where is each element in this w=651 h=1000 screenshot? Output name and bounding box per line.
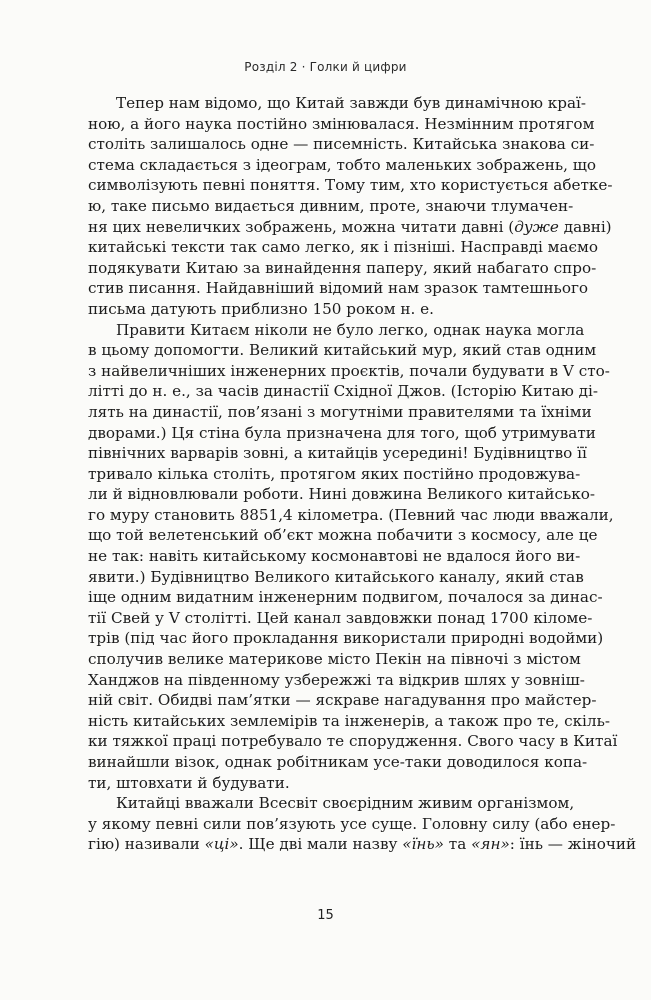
text-line: Правити Китаєм ніколи не було легко, однак наука могла xyxy=(116,320,585,339)
text-line: ю, таке письмо видається дивним, проте, знаючи тлумачен- xyxy=(88,196,574,215)
text-line: ли й відновлювали роботи. Нині довжина Великого китайсько- xyxy=(88,485,596,504)
text-segment: гію) називали xyxy=(88,835,205,854)
chapter-title: Голки й цифри xyxy=(309,60,407,74)
text-line: тривало кілька століть, протягом яких постійно продовжува- xyxy=(88,464,581,483)
text-line: літті до н. е., за часів династії Східної Джов. (Історію Китаю ді- xyxy=(88,382,599,401)
emphasis-text: дуже xyxy=(514,217,559,236)
emphasis-text: «ці» xyxy=(204,835,239,854)
text-line: ти, штовхати й будувати. xyxy=(88,773,290,792)
text-line: у якому певні сили пов’язують усе суще. Головну силу (або енер- xyxy=(88,814,616,833)
text-line: дворами.) Ця стіна була призначена для того, щоб утримувати xyxy=(88,423,596,442)
body-text xyxy=(88,93,637,855)
text-line: Ханджов на південному узбережжі та відкрив шлях у зовніш- xyxy=(88,670,585,689)
text-line: Китайці вважали Всесвіт своєрідним живим організмом, xyxy=(116,794,575,813)
text-line xyxy=(88,834,637,855)
emphasis-text: «їнь» xyxy=(402,835,444,854)
text-line: винайшли візок, однак робітникам усе-таки доводилося копа- xyxy=(88,753,588,771)
text-line: Тепер нам відомо, що Китай завжди був динамічною краї- xyxy=(116,94,587,112)
text-line: іще одним видатним інженерним подвигом, почалося за динас- xyxy=(88,588,603,607)
text-line: письма датують приблизно 150 роком н. е. xyxy=(88,299,434,318)
text-line: сполучив велике материкове місто Пекін на півночі з містом xyxy=(88,650,581,669)
text-line: століть залишалось одне — писемність. Китайська знакова си- xyxy=(88,135,595,154)
text-segment: . Ще дві мали назву xyxy=(238,835,403,854)
header-separator: · xyxy=(301,60,306,74)
text-line: північних варварів зовні, а китайців усередині! Будівництво її xyxy=(88,444,587,463)
text-line: тії Свей у V столітті. Цей канал завдовжки понад 1700 кіломе- xyxy=(88,608,593,627)
text-line: ною, а його наука постійно змінювалася. Незмінним протягом xyxy=(88,114,595,133)
text-line: з найвеличніших інженерних проєктів, почали будувати в V сто- xyxy=(88,361,610,380)
text-line: в цьому допомогти. Великий китайський мур, який став одним xyxy=(88,341,597,360)
emphasis-text: «ян» xyxy=(471,835,510,854)
text-line: го муру становить 8851,4 кілометра. (Певний час люди вважали, xyxy=(88,505,614,524)
paragraph xyxy=(88,93,613,320)
chapter-label: Розділ 2 xyxy=(244,60,298,74)
text-line xyxy=(88,217,612,238)
text-line: символізують певні поняття. Тому тим, хто користується абетке- xyxy=(88,176,613,195)
text-segment: : їнь — жіночий xyxy=(509,835,637,854)
text-segment: давні) xyxy=(558,217,612,236)
text-line: стив писання. Найдавніший відомий нам зразок тамтешнього xyxy=(88,279,589,298)
text-line: трів (під час його прокладання використали природні водойми) xyxy=(88,629,604,648)
text-line: що той велетенський об’єкт можна побачити з космосу, але це xyxy=(88,526,598,545)
text-line: лять на династії, пов’язані з могутніми правителями та їхніми xyxy=(88,402,592,421)
paragraph xyxy=(88,320,618,794)
text-line: явити.) Будівництво Великого китайського каналу, який став xyxy=(88,567,584,586)
running-header xyxy=(0,60,651,74)
text-line: не так: навіть китайському космонавтові не вдалося його ви- xyxy=(88,547,581,566)
paragraph xyxy=(88,793,637,855)
text-segment: та xyxy=(443,835,472,854)
text-line: стема складається з ідеограм, тобто маленьких зображень, що xyxy=(88,155,597,174)
text-line: ки тяжкої праці потребувало те спорудження. Свого часу в Китаї xyxy=(88,732,618,751)
page-number: 15 xyxy=(317,908,334,923)
text-line: ній світ. Обидві пам’ятки — яскраве нагадування про майстер- xyxy=(88,691,597,710)
text-line: подякувати Китаю за винайдення паперу, який набагато спро- xyxy=(88,258,597,277)
text-line: китайські тексти так само легко, як і пізніші. Насправді маємо xyxy=(88,238,598,257)
text-line: ність китайських землемірів та інженерів, а також про те, скіль- xyxy=(88,711,610,730)
text-segment: ня цих невеличких зображень, можна читати давні ( xyxy=(88,217,515,236)
